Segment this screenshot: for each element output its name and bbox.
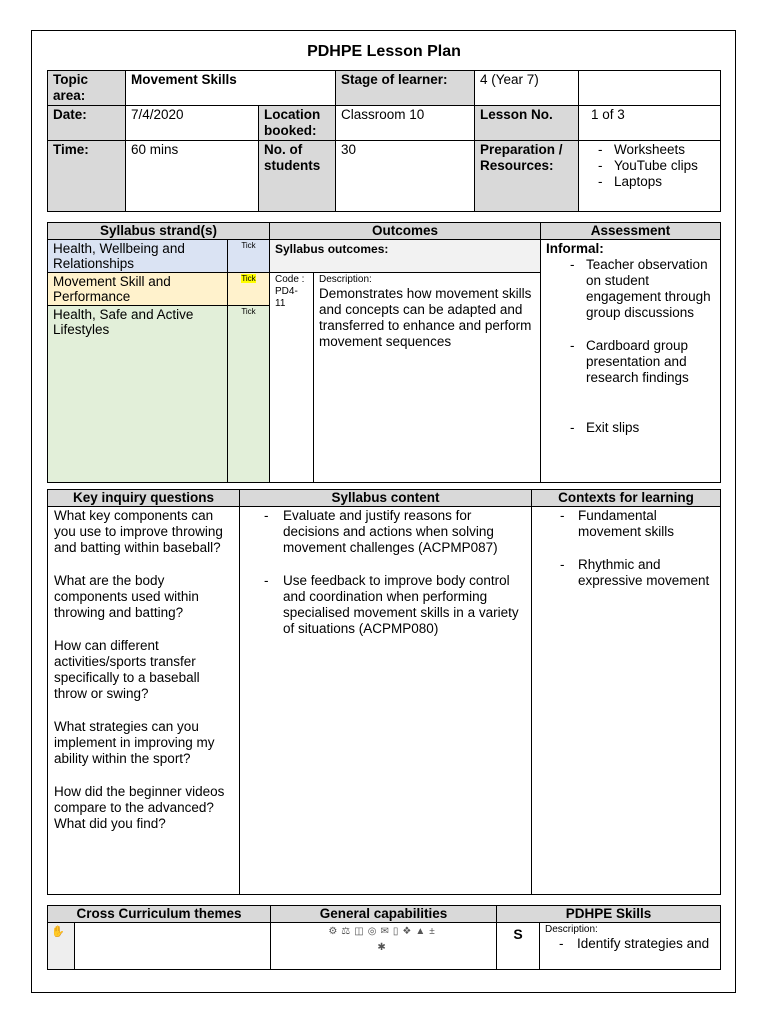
resource-item: - Worksheets bbox=[592, 142, 715, 158]
scales-icon: ⚖ bbox=[341, 926, 355, 937]
syllabus-content-item: - Evaluate and justify reasons for decisions and actions when solving movement challenges (ACPMP087) bbox=[258, 508, 526, 556]
strand-safe-active: Health, Safe and Active Lifestyles bbox=[48, 306, 228, 483]
skill-letter: S bbox=[497, 923, 540, 970]
description-label: Description: bbox=[319, 274, 372, 285]
outcome-description-cell bbox=[314, 273, 541, 483]
assessment-cell bbox=[541, 240, 721, 483]
assessment-item: - Exit slips bbox=[564, 420, 715, 436]
lesson-value: 1 of 3 bbox=[579, 106, 721, 141]
preparation-label: Preparation / Resources: bbox=[475, 141, 579, 212]
code-value: PD4-11 bbox=[275, 286, 298, 309]
date-value: 7/4/2020 bbox=[126, 106, 259, 141]
inquiry-table bbox=[47, 489, 721, 895]
description-value: Demonstrates how movement skills and concepts can be adapted and transferred to enhance and perform movement sequences bbox=[319, 286, 532, 349]
strand-movement-skill: Movement Skill and Performance bbox=[48, 273, 228, 306]
hand-icon: ✋ bbox=[48, 923, 75, 970]
inquiry-question: How did the beginner videos compare to the advanced? What did you find? bbox=[54, 784, 225, 831]
lesson-label: Lesson No. bbox=[475, 106, 579, 141]
stage-extra-cell bbox=[579, 71, 721, 106]
inquiry-question: What strategies can you implement in improving my ability within the sport? bbox=[54, 719, 215, 766]
time-label: Time: bbox=[48, 141, 126, 212]
code-label: Code : bbox=[275, 274, 305, 285]
speech-icon: ✉ bbox=[380, 926, 393, 937]
time-value: 60 mins bbox=[126, 141, 259, 212]
syllabus-outcomes-label: Syllabus outcomes: bbox=[270, 240, 541, 273]
contexts-header: Contexts for learning bbox=[532, 490, 721, 507]
topic-label: Topic area: bbox=[48, 71, 126, 106]
syllabus-content-cell bbox=[240, 507, 532, 895]
resource-item: - Laptops bbox=[592, 174, 715, 190]
outcomes-table bbox=[47, 222, 721, 483]
star-icon: ✱ bbox=[377, 942, 390, 953]
students-label: No. of students bbox=[259, 141, 336, 212]
pdhpe-skills-header: PDHPE Skills bbox=[497, 906, 721, 923]
inquiry-question: What are the body components used within throwing and batting? bbox=[54, 573, 199, 620]
resources-cell bbox=[579, 141, 721, 212]
syllabus-content-header: Syllabus content bbox=[240, 490, 532, 507]
people-icon: ❖ bbox=[402, 926, 416, 937]
gear-icon: ⚙ bbox=[328, 926, 342, 937]
stage-value: 4 (Year 7) bbox=[475, 71, 579, 106]
general-capabilities-header: General capabilities bbox=[271, 906, 497, 923]
skills-description-cell bbox=[540, 923, 721, 970]
strand-tick bbox=[228, 273, 270, 306]
assessment-item: - Cardboard group presentation and research findings bbox=[564, 338, 715, 386]
stage-label: Stage of learner: bbox=[336, 71, 475, 106]
outcomes-header: Outcomes bbox=[270, 223, 541, 240]
strand-health-wellbeing: Health, Wellbeing and Relationships bbox=[48, 240, 228, 273]
location-value: Classroom 10 bbox=[336, 106, 475, 141]
computer-icon: ◫ bbox=[354, 926, 368, 937]
resource-item: - YouTube clips bbox=[592, 158, 715, 174]
skill-item: - Identify strategies and bbox=[553, 936, 715, 952]
general-capabilities-icons bbox=[271, 923, 497, 970]
plus-minus-icon: ± bbox=[429, 926, 439, 937]
context-item: - Rhythmic and expressive movement bbox=[554, 557, 715, 589]
outcome-code-cell bbox=[270, 273, 314, 483]
skills-description-label: Description: bbox=[545, 924, 598, 935]
students-value: 30 bbox=[336, 141, 475, 212]
date-label: Date: bbox=[48, 106, 126, 141]
book-icon: ▯ bbox=[392, 926, 403, 937]
cross-curriculum-cell bbox=[75, 923, 271, 970]
capabilities-table bbox=[47, 905, 721, 970]
context-item: - Fundamental movement skills bbox=[554, 508, 715, 540]
assessment-type: Informal: bbox=[546, 241, 604, 256]
globe-icon: ◎ bbox=[367, 926, 381, 937]
inquiry-question: How can different activities/sports transfer specifically to a baseball throw or swing? bbox=[54, 638, 200, 701]
assessment-header: Assessment bbox=[541, 223, 721, 240]
inquiry-questions-cell bbox=[48, 507, 240, 895]
inquiry-header: Key inquiry questions bbox=[48, 490, 240, 507]
topic-value: Movement Skills bbox=[126, 71, 336, 106]
contexts-cell bbox=[532, 507, 721, 895]
location-label: Location booked: bbox=[259, 106, 336, 141]
map-icon: ▲ bbox=[415, 926, 430, 937]
strand-tick: Tick bbox=[228, 306, 270, 483]
strand-tick-highlight: Tick bbox=[241, 274, 256, 283]
lesson-info-table bbox=[47, 70, 721, 212]
syllabus-content-item: - Use feedback to improve body control and coordination when performing specialised movement skills in a variety of situations (ACPMP080) bbox=[258, 573, 526, 637]
strands-header: Syllabus strand(s) bbox=[48, 223, 270, 240]
strand-tick: Tick bbox=[228, 240, 270, 273]
assessment-item: - Teacher observation on student engagement through group discussions bbox=[564, 257, 715, 321]
document-title: PDHPE Lesson Plan bbox=[307, 43, 461, 60]
cross-curriculum-header: Cross Curriculum themes bbox=[48, 906, 271, 923]
inquiry-question: What key components can you use to improve throwing and batting within baseball? bbox=[54, 508, 223, 555]
